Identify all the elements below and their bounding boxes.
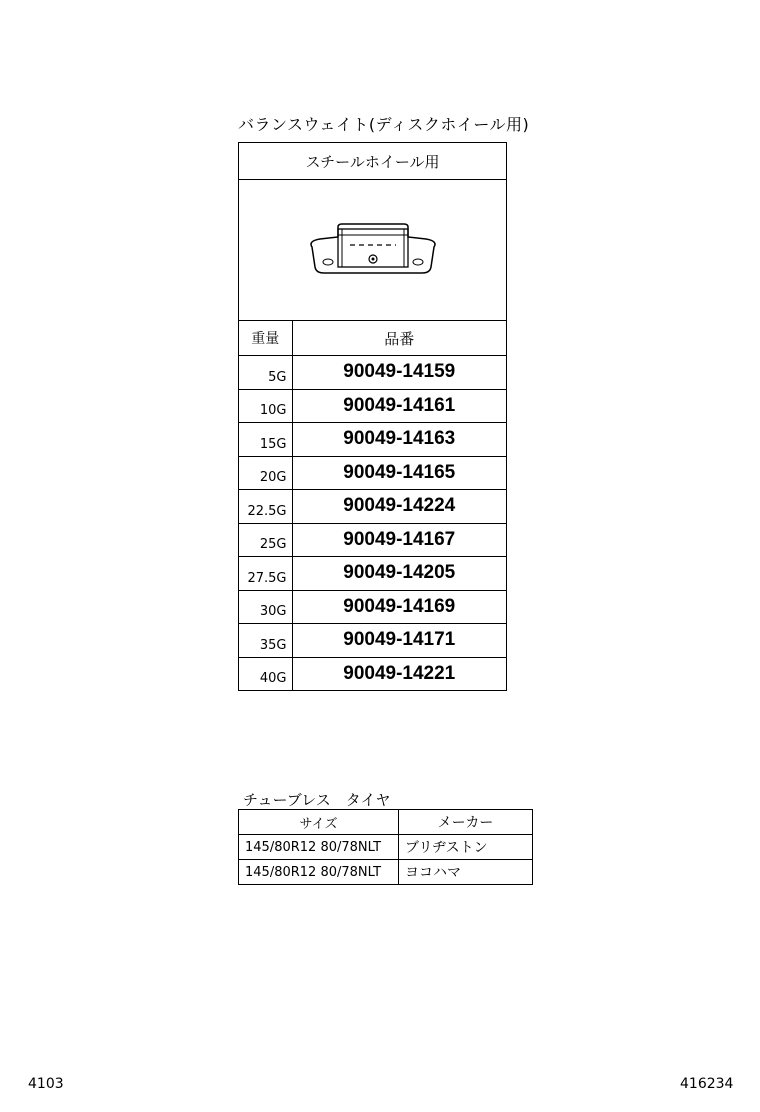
table-row bbox=[239, 456, 506, 490]
weight-cell: 5G bbox=[239, 356, 292, 390]
weight-cell: 25G bbox=[239, 523, 292, 557]
part-number-cell: 90049-14165 bbox=[292, 456, 506, 490]
table-row bbox=[239, 389, 506, 423]
weight-cell: 20G bbox=[239, 456, 292, 490]
weight-cell: 40G bbox=[239, 657, 292, 690]
tire-table bbox=[238, 809, 533, 885]
part-number-cell: 90049-14205 bbox=[292, 557, 506, 591]
table-row bbox=[239, 835, 533, 860]
part-number-cell: 90049-14163 bbox=[292, 423, 506, 457]
weight-cell: 15G bbox=[239, 423, 292, 457]
page-code-right: 416234 bbox=[680, 1076, 734, 1092]
page-code-left: 4103 bbox=[28, 1076, 64, 1092]
part-number-cell: 90049-14159 bbox=[292, 356, 506, 390]
balance-weight-illustration-cell bbox=[239, 180, 506, 321]
part-number-cell: 90049-14171 bbox=[292, 624, 506, 658]
tire-maker-cell: ヨコハマ bbox=[399, 860, 533, 885]
weight-cell: 27.5G bbox=[239, 557, 292, 591]
table-header-steel-wheel: スチールホイール用 bbox=[239, 143, 506, 180]
column-header-part-number: 品番 bbox=[384, 329, 415, 348]
part-number-cell: 90049-14161 bbox=[292, 389, 506, 423]
table-row bbox=[239, 490, 506, 524]
table-row bbox=[239, 557, 506, 591]
balance-weight-illustration bbox=[298, 215, 448, 285]
balance-weight-table bbox=[238, 142, 507, 691]
column-header-maker: メーカー bbox=[399, 810, 533, 835]
tire-maker-cell: ブリヂストン bbox=[399, 835, 533, 860]
table-row bbox=[239, 590, 506, 624]
part-number-cell: 90049-14221 bbox=[292, 657, 506, 690]
table-row bbox=[239, 423, 506, 457]
weight-cell: 10G bbox=[239, 389, 292, 423]
tire-size-cell: 145/80R12 80/78NLT bbox=[239, 860, 399, 885]
column-header-size: サイズ bbox=[239, 810, 399, 835]
column-header-weight: 重量 bbox=[239, 321, 292, 356]
table-row bbox=[239, 860, 533, 885]
table-row bbox=[239, 624, 506, 658]
tire-size-cell: 145/80R12 80/78NLT bbox=[239, 835, 399, 860]
table-row bbox=[239, 356, 506, 390]
weight-cell: 30G bbox=[239, 590, 292, 624]
tire-section-title: チューブレス タイヤ bbox=[243, 791, 391, 809]
weight-cell: 35G bbox=[239, 624, 292, 658]
part-number-cell: 90049-14167 bbox=[292, 523, 506, 557]
weight-cell: 22.5G bbox=[239, 490, 292, 524]
part-number-cell: 90049-14224 bbox=[292, 490, 506, 524]
section-title: バランスウェイト(ディスクホイール用) bbox=[238, 115, 530, 134]
table-row bbox=[239, 657, 506, 690]
table-row bbox=[239, 523, 506, 557]
part-number-cell: 90049-14169 bbox=[292, 590, 506, 624]
